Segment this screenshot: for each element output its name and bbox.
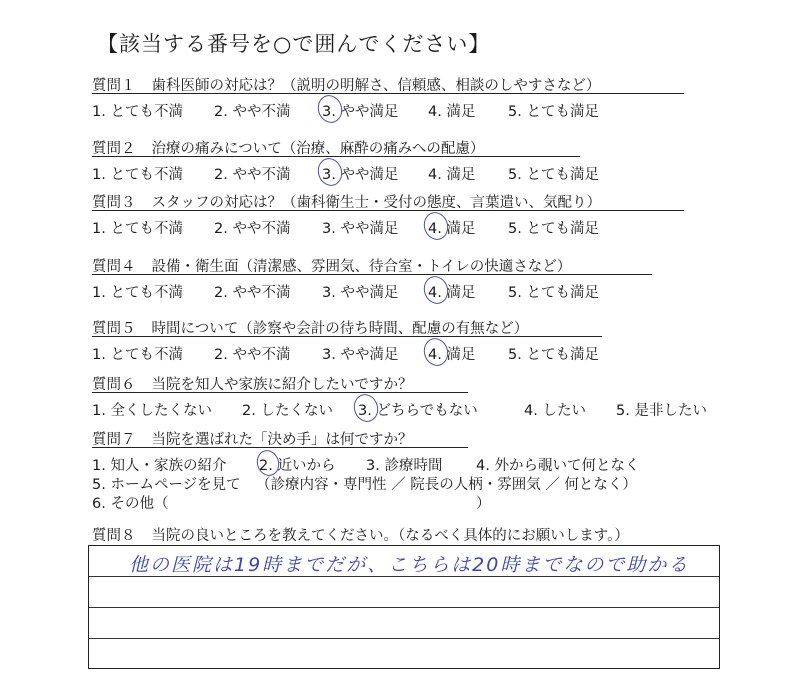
q5-option-1[interactable]: 1. とても不満	[92, 347, 183, 363]
question-4-options	[92, 281, 599, 301]
question-5-text: 時間について（診察や会計の待ち時間、配慮の有無など）	[151, 321, 529, 337]
q7-option-6[interactable]: 6. その他（	[92, 496, 169, 512]
question-3-title	[92, 191, 601, 214]
comment-line-3	[89, 638, 719, 639]
q1-option-3[interactable]: 3. やや満足	[322, 104, 399, 120]
q1-option-2[interactable]: 2. やや不満	[214, 104, 291, 120]
q3-option-5[interactable]: 5. とても満足	[508, 221, 599, 237]
question-1-text: 歯科医師の対応は？（説明の明解さ、信頼感、相談のしやすさなど）	[151, 78, 601, 94]
q6-option-3[interactable]: 3. どちらでもない	[358, 403, 478, 419]
question-7-options-row3	[92, 492, 491, 512]
question-1-options	[92, 100, 600, 118]
question-2-text: 治療の痛みについて（治療、麻酔の痛みへの配慮）	[151, 141, 485, 157]
q2-option-3[interactable]: 3. やや満足	[322, 167, 399, 183]
question-2	[92, 137, 599, 183]
question-4-text: 設備・衛生面（清潔感、雰囲気、待合室・トイレの快適さなど）	[151, 259, 572, 275]
question-7-text: 当院を選ばれた「決め手」は何ですか？	[151, 432, 413, 448]
q7-option-1[interactable]: 1. 知人・家族の紹介	[92, 458, 227, 474]
question-3-text: スタッフの対応は？（歯科衛生士・受付の態度、言葉遣い、気配り）	[151, 195, 601, 211]
question-1	[92, 74, 600, 118]
question-6-options	[92, 399, 707, 419]
q6-option-2[interactable]: 2. したくない	[242, 403, 333, 419]
q6-option-1[interactable]: 1. 全くしたくない	[92, 403, 212, 419]
question-2-underline	[92, 156, 580, 157]
question-7	[92, 428, 640, 512]
q5-option-4[interactable]: 4. 満足	[428, 347, 476, 363]
q4-option-1[interactable]: 1. とても不満	[92, 285, 183, 301]
question-8-number: 質問８	[92, 528, 136, 544]
question-1-number: 質問１	[92, 78, 136, 94]
q4-option-4[interactable]: 4. 満足	[428, 285, 476, 301]
question-7-options-row1	[92, 454, 640, 474]
question-7-underline	[92, 447, 468, 448]
q6-option-4[interactable]: 4. したい	[524, 403, 586, 419]
question-1-title	[92, 74, 600, 97]
q6-option-5[interactable]: 5. 是非したい	[616, 403, 707, 419]
question-3	[92, 191, 601, 235]
question-1-underline	[92, 93, 684, 94]
q2-option-5[interactable]: 5. とても満足	[508, 167, 599, 183]
survey-title: 【該当する番号を○で囲んでください】	[97, 32, 491, 56]
question-4-title	[92, 255, 571, 278]
question-6-title	[92, 373, 413, 396]
question-6	[92, 373, 707, 419]
question-2-number: 質問２	[92, 141, 136, 157]
q5-option-2[interactable]: 2. やや不満	[214, 347, 291, 363]
q4-option-3[interactable]: 3. やや満足	[322, 285, 399, 301]
q7-option-2[interactable]: 2. 近いから	[259, 458, 336, 474]
q5-option-5[interactable]: 5. とても満足	[508, 347, 599, 363]
q7-option-6-close: ）	[476, 496, 491, 512]
q3-option-2[interactable]: 2. やや不満	[214, 221, 291, 237]
question-8-text: 当院の良いところを教えてください。（なるべく具体的にお願いします。）	[151, 528, 629, 544]
q3-option-1[interactable]: 1. とても不満	[92, 221, 183, 237]
question-5-options	[92, 343, 599, 363]
question-6-number: 質問６	[92, 377, 136, 393]
q7-option-3[interactable]: 3. 診療時間	[366, 458, 443, 474]
q2-option-1[interactable]: 1. とても不満	[92, 167, 183, 183]
comment-line-2	[89, 607, 719, 608]
q2-option-2[interactable]: 2. やや不満	[214, 167, 291, 183]
question-7-number: 質問７	[92, 432, 136, 448]
question-3-underline	[92, 210, 684, 211]
question-2-options	[92, 163, 599, 183]
q5-option-3[interactable]: 3. やや満足	[322, 347, 399, 363]
question-6-underline	[92, 392, 468, 393]
q3-option-3[interactable]: 3. やや満足	[322, 221, 399, 237]
question-5-underline	[92, 336, 602, 337]
question-4-number: 質問４	[92, 259, 136, 275]
question-4-underline	[92, 274, 652, 275]
question-5	[92, 317, 599, 363]
question-5-title	[92, 317, 528, 340]
q2-option-4[interactable]: 4. 満足	[428, 167, 476, 183]
question-7-options-row2	[92, 473, 637, 493]
question-8	[92, 524, 629, 547]
q4-option-2[interactable]: 2. やや不満	[214, 285, 291, 301]
question-8-title	[92, 524, 629, 547]
q1-option-5[interactable]: 5. とても満足	[508, 104, 599, 120]
question-3-options	[92, 217, 601, 235]
q4-option-5[interactable]: 5. とても満足	[508, 285, 599, 301]
q1-option-4[interactable]: 4. 満足	[428, 104, 476, 120]
q7-option-4[interactable]: 4. 外から覗いて何となく	[476, 458, 640, 474]
q7-option-5-detail: （診療内容・専門性 ／ 院長の人柄・雰囲気 ／ 何となく）	[256, 477, 637, 493]
question-2-title	[92, 137, 484, 160]
question-7-title	[92, 428, 413, 451]
question-4	[92, 255, 599, 301]
question-3-number: 質問３	[92, 195, 136, 211]
comment-box[interactable]	[88, 545, 720, 669]
q1-option-1[interactable]: 1. とても不満	[92, 104, 183, 120]
handwritten-comment: 他の医院は19時までだが、こちらは20時までなので助かる	[129, 554, 690, 576]
q3-option-4[interactable]: 4. 満足	[428, 221, 476, 237]
question-5-number: 質問５	[92, 321, 136, 337]
question-6-text: 当院を知人や家族に紹介したいですか？	[151, 377, 413, 393]
q7-option-5[interactable]: 5. ホームページを見て	[92, 477, 241, 493]
